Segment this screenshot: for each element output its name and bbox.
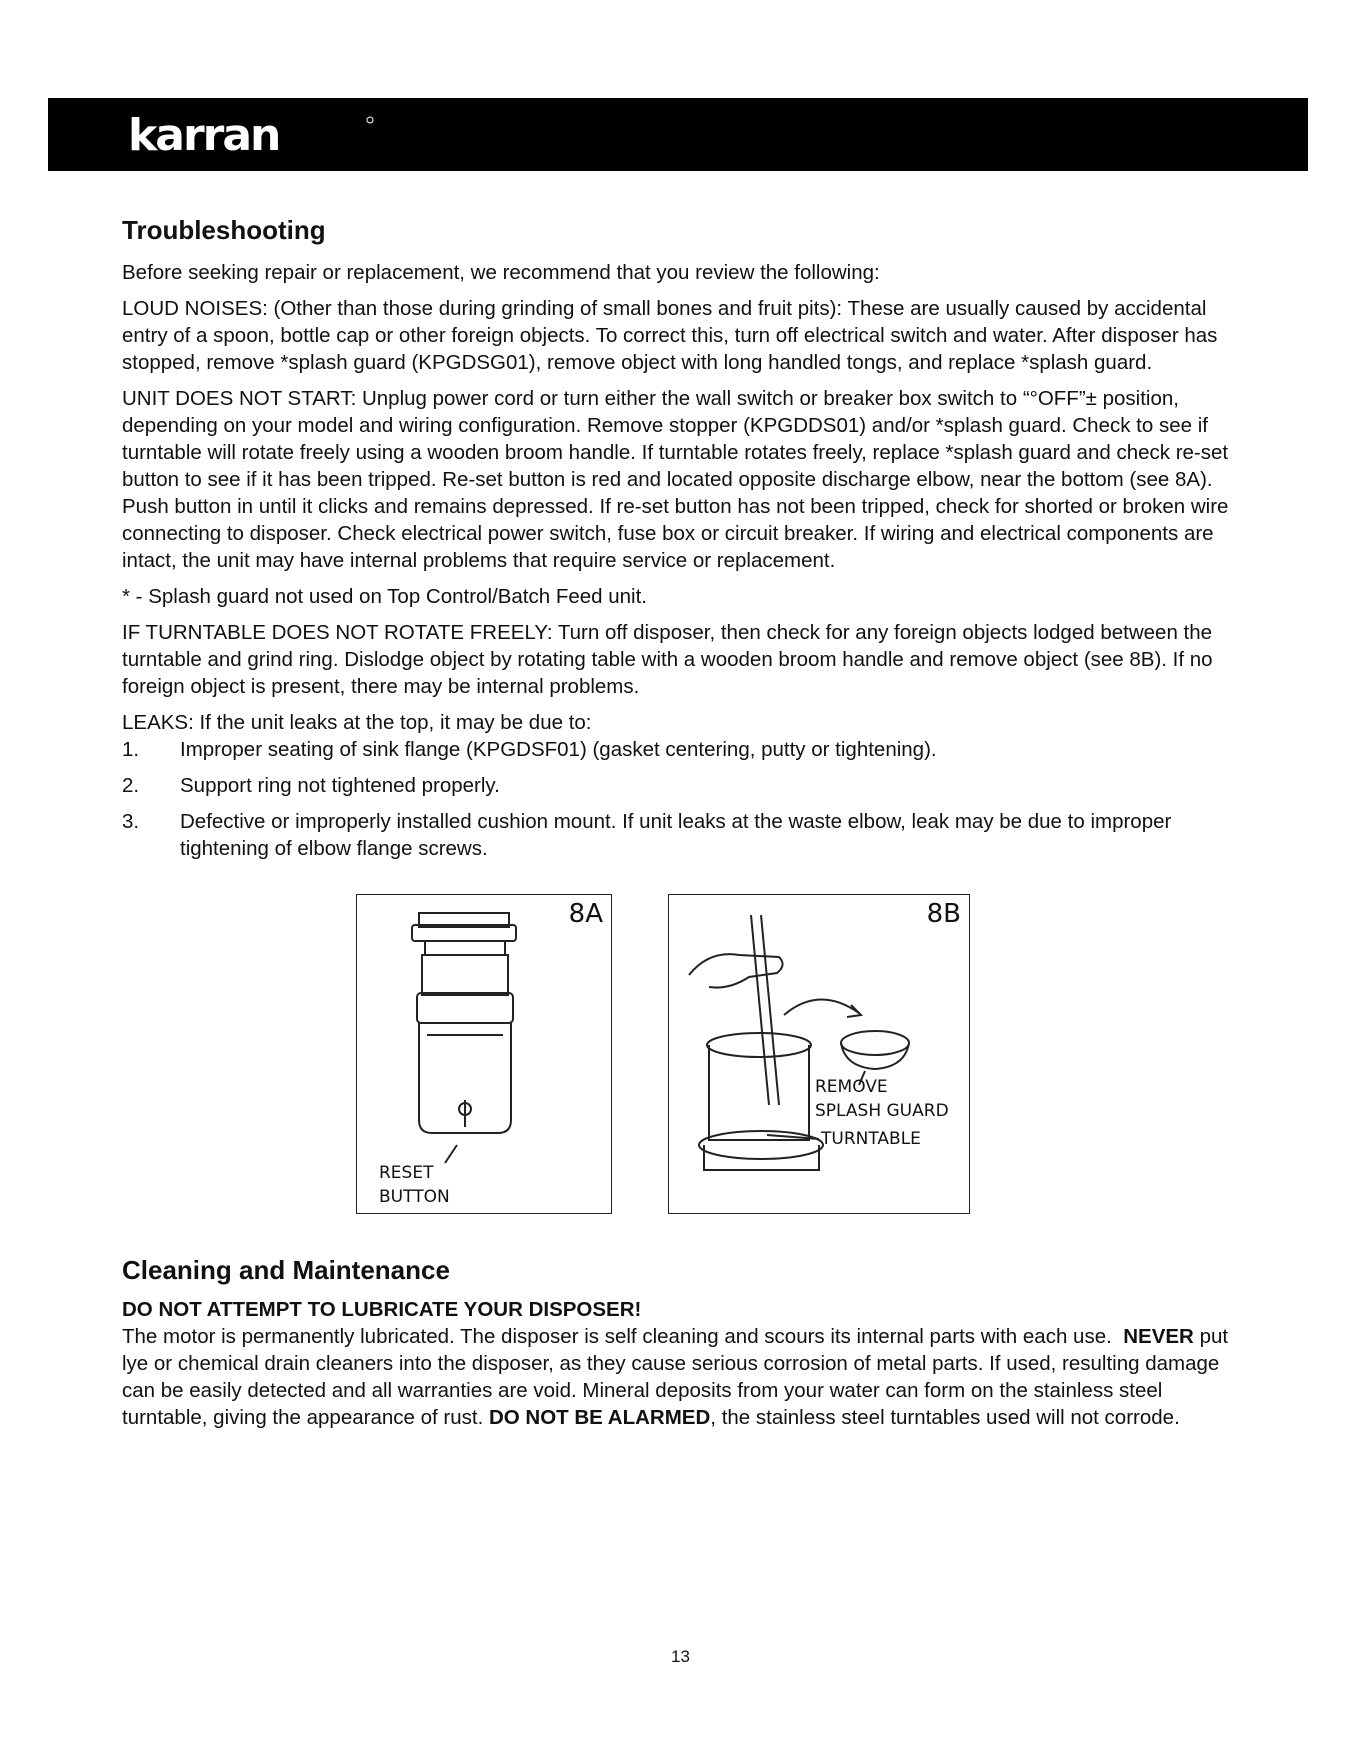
cleaning-text-3: , the stainless steel turntables used will not corrode. xyxy=(710,1406,1180,1429)
figure-8a xyxy=(356,894,612,1214)
leaks-intro: LEAKS: If the unit leaks at the top, it may be due to: xyxy=(122,711,592,734)
page-number: 13 xyxy=(671,1647,690,1666)
lubricate-warning: DO NOT ATTEMPT TO LUBRICATE YOUR DISPOSER! xyxy=(122,1298,642,1321)
turntable-illustration xyxy=(669,895,969,1213)
troubleshooting-heading: Troubleshooting xyxy=(122,215,326,245)
reset-callout: RESET xyxy=(379,1163,434,1183)
header-bar xyxy=(48,98,1308,171)
turntable-paragraph: IF TURNTABLE DOES NOT ROTATE FREELY: Turn off disposer, then check for any foreign objects lodged between the turntable and grind ring. Dislodge object by rotating table with a wooden broom handle and remove object (see 8B). If no foreign object is present, there may be internal problems. xyxy=(122,621,1213,698)
remove-callout: REMOVE xyxy=(815,1077,888,1097)
list-number: 2. xyxy=(122,774,140,797)
leaks-list-item xyxy=(122,736,1252,763)
leaks-list-item xyxy=(122,772,1252,799)
button-callout: BUTTON xyxy=(379,1187,450,1207)
cleaning-text-2: put lye or chemical drain cleaners into the disposer, as they cause serious corrosion of metal parts. If used, resulting damage can be easily detected and all warranties are void. Mineral deposits from your water can form on the stainless steel turntable, giving the appearance of rust. xyxy=(122,1325,1229,1429)
figure-label: 8B xyxy=(926,899,961,929)
cleaning-heading: Cleaning and Maintenance xyxy=(122,1255,450,1285)
list-number: 3. xyxy=(122,810,140,833)
intro-paragraph: Before seeking repair or replacement, we recommend that you review the following: xyxy=(122,261,880,284)
figure-label: 8A xyxy=(568,899,603,929)
cleaning-paragraph xyxy=(122,1323,1252,1431)
not-alarmed-emphasis: DO NOT BE ALARMED xyxy=(488,1406,711,1429)
splash-guard-note: * - Splash guard not used on Top Control/Batch Feed unit. xyxy=(122,585,647,608)
loud-noises-paragraph: LOUD NOISES: (Other than those during grinding of small bones and fruit pits): These are usually caused by accidental entry of a spoon, bottle cap or other foreign objects. To correct this, turn off electrical switch and water. After disposer has stopped, remove *splash guard (KPGDSG01), remove object with long handled tongs, and replace *splash guard. xyxy=(122,297,1218,374)
figure-8b xyxy=(668,894,970,1214)
list-text: Improper seating of sink flange (KPGDSF01) (gasket centering, putty or tightening). xyxy=(180,738,937,761)
turntable-callout: TURNTABLE xyxy=(821,1129,921,1149)
figures-row xyxy=(122,894,1252,1214)
list-text: Defective or improperly installed cushion mount. If unit leaks at the waste elbow, leak may be due to improper tightening of elbow flange screws. xyxy=(180,810,1172,860)
never-emphasis: NEVER xyxy=(1123,1325,1194,1348)
list-text: Support ring not tightened properly. xyxy=(180,774,500,797)
unit-not-start-paragraph: UNIT DOES NOT START: Unplug power cord or turn either the wall switch or breaker box switch to “°OFF”± position, depending on your model and wiring configuration. Remove stopper (KPGDDS01) and/or *splash guard. Check to see if turntable will rotate freely using a wooden broom handle. If turntable rotates freely, replace *splash guard and check re-set button to see if it has been tripped. Re-set button is red and located opposite discharge elbow, near the bottom (see 8A). Push button in until it clicks and remains depressed. If re-set button has not been tripped, check for shorted or broken wire connecting to disposer. Check electrical power switch, fuse box or circuit breaker. If wiring and electrical components are intact, the unit may have internal problems that require service or replacement. xyxy=(122,387,1229,572)
cleaning-text-1: The motor is permanently lubricated. The disposer is self cleaning and scours its internal parts with each use. xyxy=(122,1325,1112,1348)
karran-logo xyxy=(128,112,388,158)
list-number: 1. xyxy=(122,738,140,761)
page-content xyxy=(122,210,1252,1431)
leaks-list-item xyxy=(122,808,1252,862)
splash-guard-callout: SPLASH GUARD xyxy=(815,1101,949,1121)
logo-text: karran xyxy=(128,112,280,158)
